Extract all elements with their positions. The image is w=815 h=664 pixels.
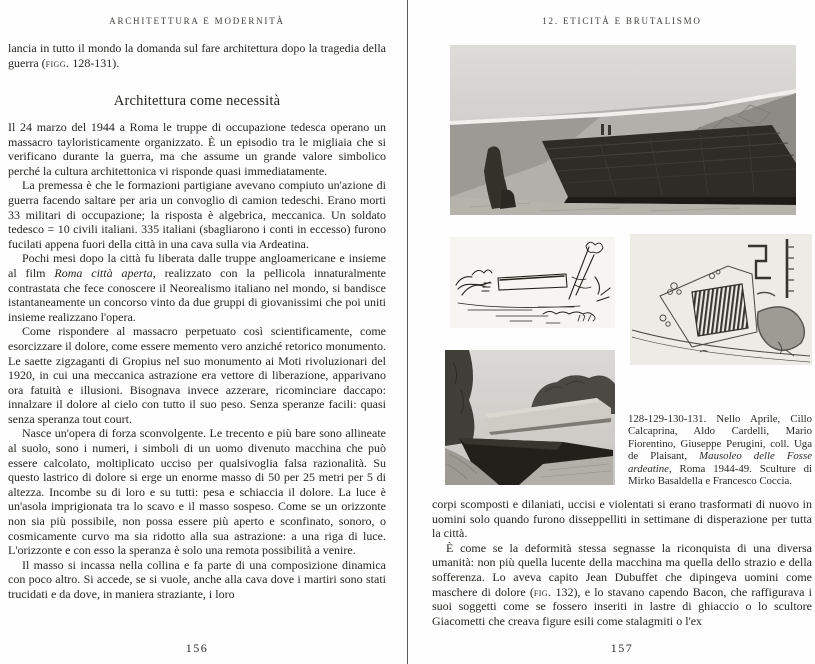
body-paragraph: Il 24 marzo del 1944 a Roma le truppe di occupazione tedesca operano un massacro tayloristicamente organizzato. È un episodio tra le migliaia che si verificano durante la guerra, ma che assume un grande valore simbolico perché la cultura architettonica vi risponde quasi immediatamente. — [8, 120, 386, 178]
body-paragraph: Il masso si incassa nella collina e fa parte di una composizione dinamica con poco altro. Si accede, se si vuole, anche alla cava dove i martiri sono stati trucidati e da dove, in maniera straziante, i loro — [8, 557, 386, 601]
body-paragraph: lancia in tutto il mondo la domanda sul fare architettura dopo la tragedia della guerra (figg. 128-131). — [8, 41, 386, 70]
body-paragraph: La premessa è che le formazioni partigiane avevano compiuto un'azione di guerra facendo saltare per aria un convoglio di camion tedeschi. Erano morti 33 militari di occupazione; la risposta è algebrica, meccanica. Un soldato tedesco = 10 civili italiani. 335 italiani (sbagliarono i conti in eccesso) furono fucilati appena fuori della città in una cava sulla via Ardeatina. — [8, 178, 386, 251]
page-gutter-divider — [407, 0, 408, 664]
section-heading: Architettura come necessità — [113, 93, 281, 109]
right-body-text — [432, 497, 812, 628]
body-paragraph: Pochi mesi dopo la città fu liberata dalle truppe angloamericane e insieme al film Roma città aperta, realizzato con la pellicola innaturalmente contrastata che fece conoscere il Neorealismo italiano nel mondo, si bandisce istantaneamente un concorso vinto da due gruppi di giovanissimi che poi uniti insieme realizzano l'opera. — [8, 251, 386, 324]
figure-site-plan — [630, 234, 812, 365]
interior-photo-illustration — [450, 45, 796, 215]
figure-caption: 128-129-130-131. Nello Aprile, Cillo Calcaprina, Aldo Cardelli, Mario Fiorentino, Giuseppe Perugini, coll. Uga de Plaisant, Mausoleo delle Fosse ardeatine, Roma 1944-49. Sculture di Mirko Basaldella e Francesco Coccia. — [628, 413, 813, 488]
left-page — [8, 0, 386, 664]
figure-interior-photo — [450, 45, 796, 215]
page-number-left: 156 — [185, 641, 209, 655]
sketch-illustration — [450, 237, 615, 328]
figure-ink-sketch — [450, 237, 615, 328]
running-head-right: 12. ETICITÀ E BRUTALISMO — [542, 16, 702, 26]
running-head-left: ARCHITETTURA E MODERNITÀ — [109, 16, 285, 26]
figure-exterior-photo — [445, 350, 615, 485]
body-paragraph: È come se la deformità stessa segnasse la riconquista di una diversa umanità: non più quella lucente della macchina ma quella dello strazio e della sofferenza. Lo aveva capito Jean Dubuffet che dipingeva uomini come maschere di dolore (fig. 132), e lo stavano capendo Bacon, che raffigurava i suoi soggetti come se fossero inseriti in lastre di ghiaccio o lo scultore Giacometti che creava figure esili come stalagmiti o l'ex — [432, 540, 812, 628]
intro-paragraph — [8, 41, 386, 70]
body-paragraph: corpi scomposti e dilaniati, uccisi e violentati si erano trasformati di nuovo in uomini solo quando furono disseppelliti in settimane di disperazione per tutta la città. — [432, 497, 812, 541]
page-number-right: 157 — [610, 641, 634, 655]
exterior-photo-illustration — [445, 350, 615, 485]
right-page — [432, 0, 812, 664]
site-plan-illustration — [630, 234, 812, 365]
body-paragraph: Nasce un'opera di forza sconvolgente. Le trecento e più bare sono allineate al suolo, sono i numeri, i simboli di un uomo divenuto macchina che può essere calcolato, moltiplicato ucciso per qualsivoglia falsa razionalità. Su questo lastrico di dolore si erge un enorme masso di 50 per 25 metri per 5 di altezza. Incombe su di loro e su tutti: pesa e schiaccia il dolore. La luce è un'asola imprigionata tra lo scavo e il masso sospeso. Come se un orizzonte non sia più possibile, non possa essere più aperto e sconfinato, sonoro, o cosmicamente curvo ma sia ridotto alla sua astrazione: a una riga di luce. L'orizzonte e con esso la speranza è solo una remota possibilità a venire. — [8, 426, 386, 558]
left-body-text — [8, 120, 386, 602]
body-paragraph: Come rispondere al massacro perpetuato così scientificamente, come esorcizzare il dolore, come essere memento vero anziché retorico monumento. Le saette zigzaganti di Gropius nel suo monumento ai Moti rivoluzionari del 1920, in cui una meccanica astrazione era vettore di liberazione, apparivano ora fatuità e illusioni. Bisognava invece azzerare, ricominciare daccapo: innalzare il dolore al cielo con tutto il suo peso. Senza speranze facili: quasi senza speranza tout court. — [8, 324, 386, 426]
